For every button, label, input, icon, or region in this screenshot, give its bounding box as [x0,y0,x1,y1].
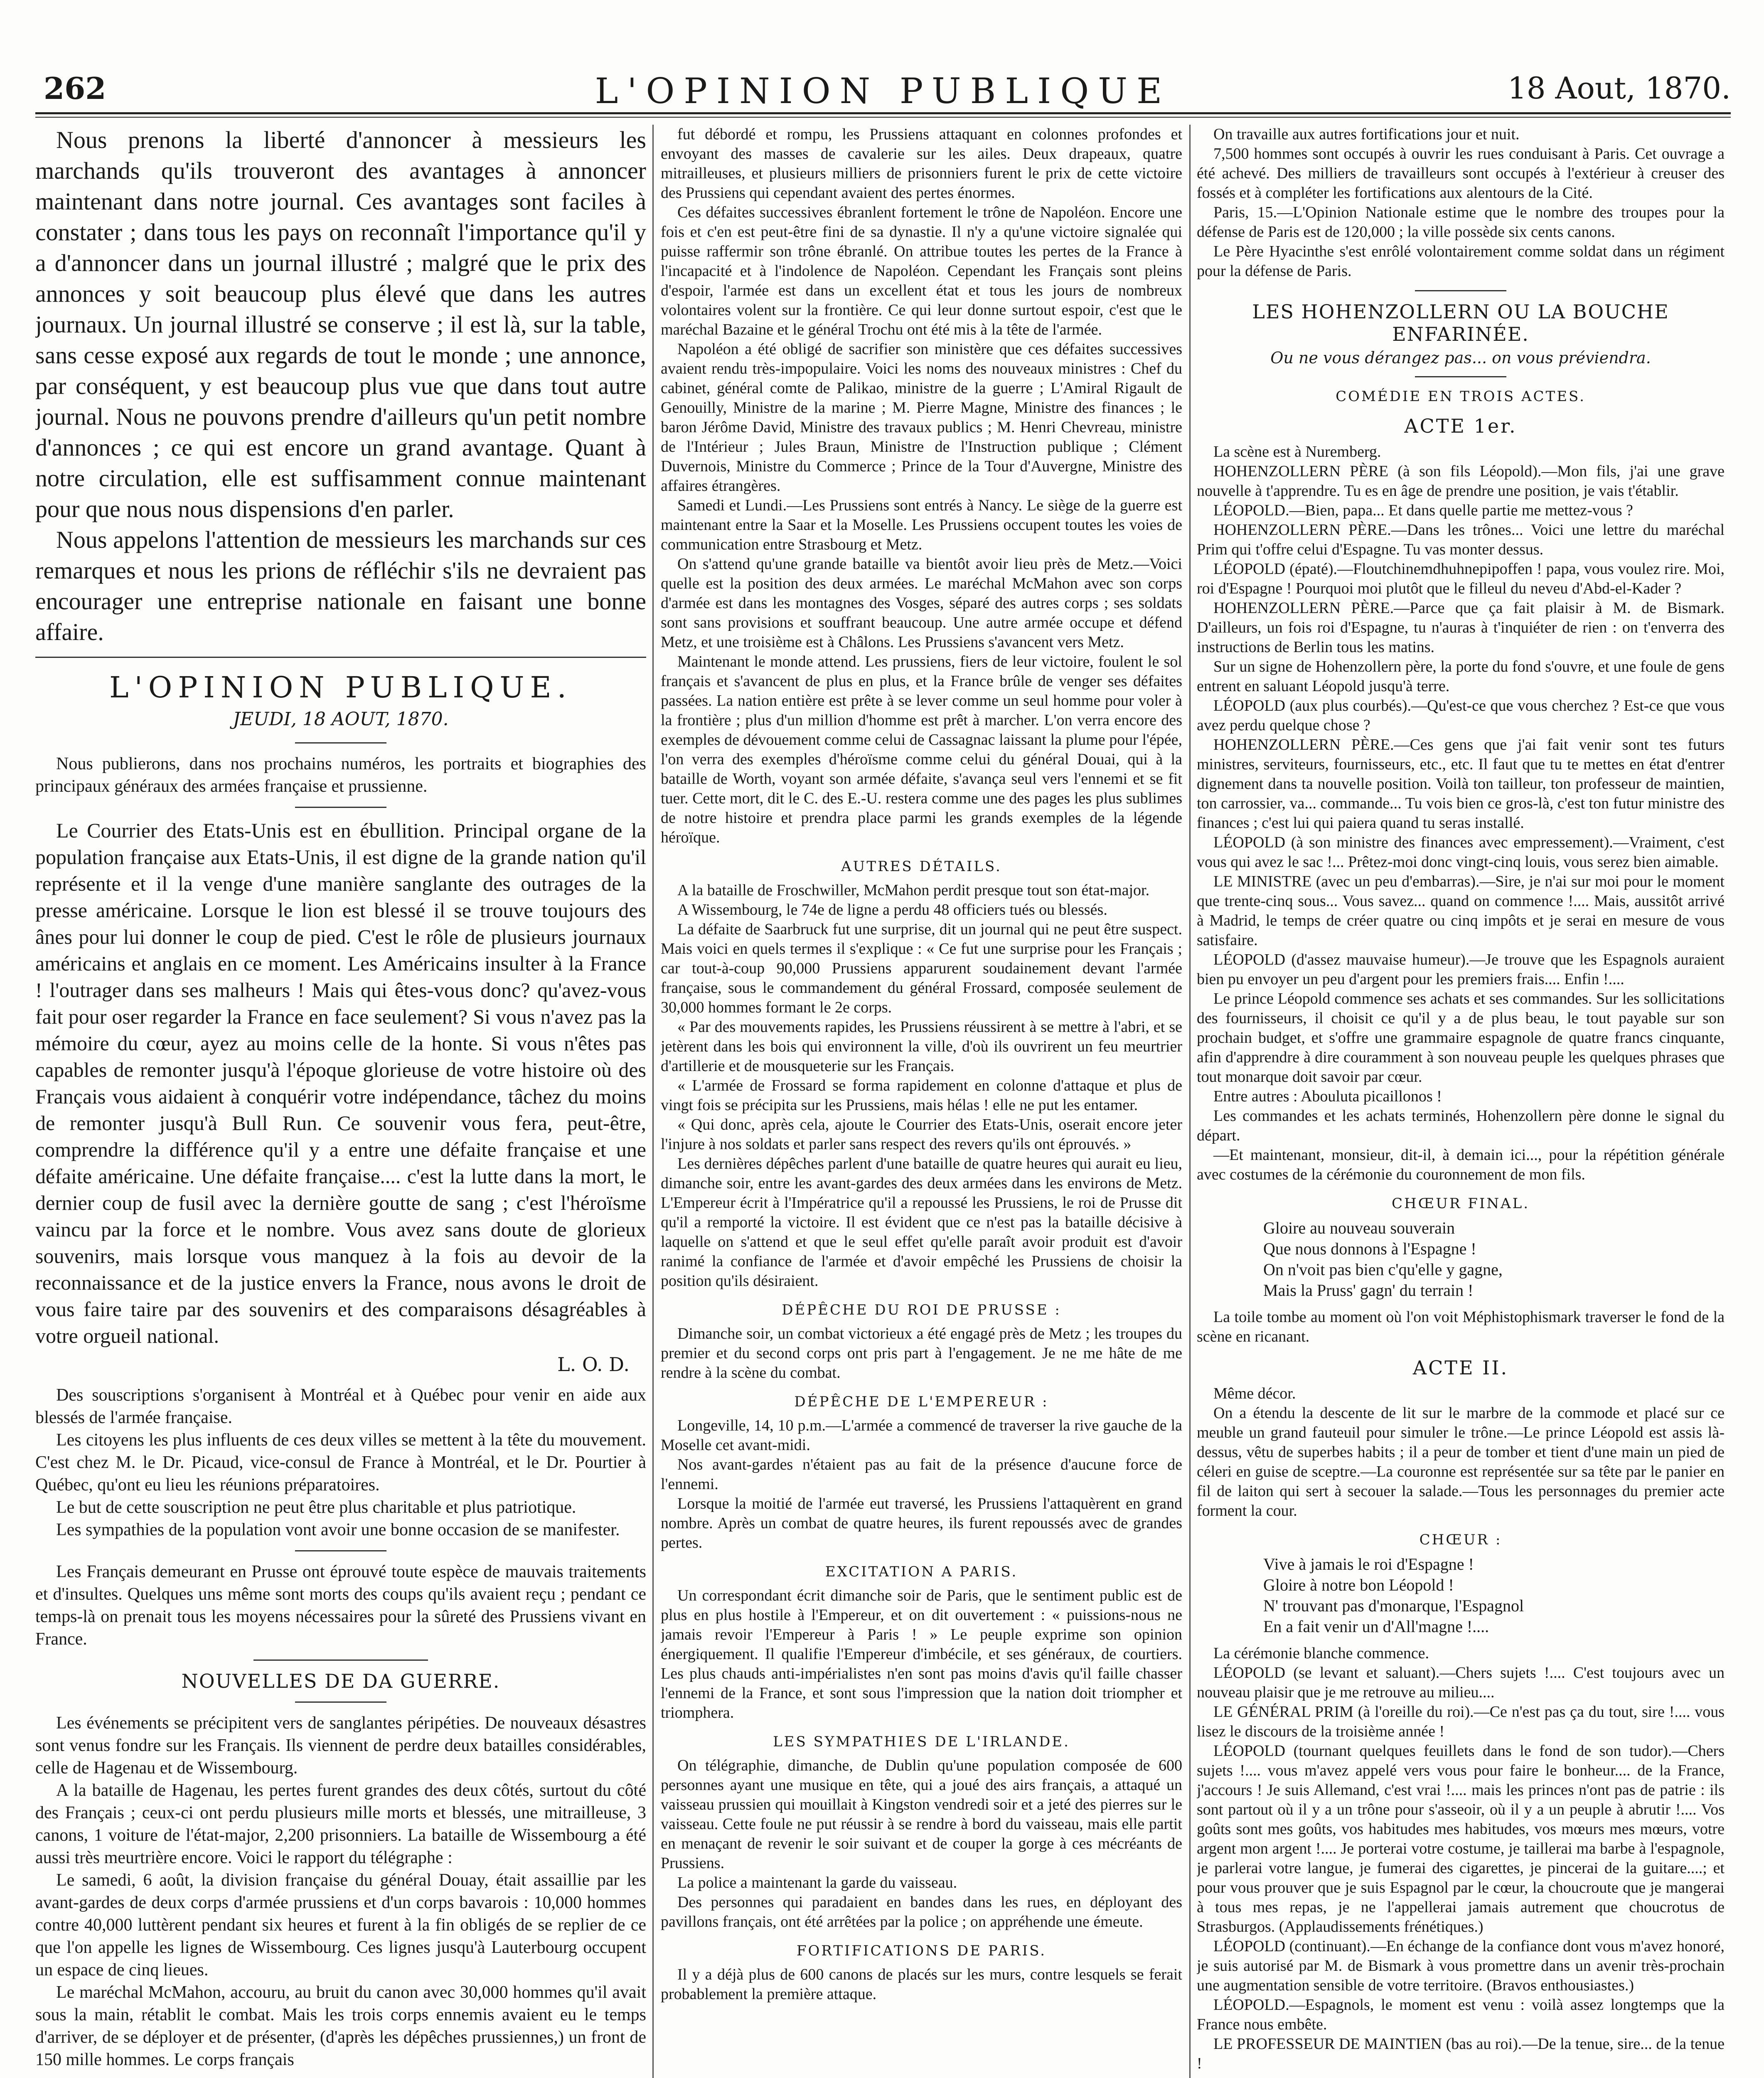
header-rule [35,112,1731,114]
details-title: AUTRES DÉTAILS. [841,858,1002,875]
play-line: LÉOPOLD (épaté).—Floutchinemdhuhnepipoffen ! papa, vous voulez rire. Moi, roi d'Espagne ! Pourquoi moi plutôt que le filleul du neveu d'Abd-el-Kader ? [1197,560,1725,597]
ireland-paragraph: Des personnes qui paradaient en bandes dans les rues, en déployant des pavillons français, ont été arrêtées par la police ; on appréhende une émeute. [661,1893,1182,1930]
war-paragraph: Le samedi, 6 août, la division française du général Douay, était assaillie par les avant-gardes de deux corps d'armée prussiens et d'un corps bavarois : 10,000 hommes contre 40,000 luttèrent pendant six heures et furent à la fin obligés de se replier de ce que l'on appelle les lignes de Wissembourg. Ces lignes jusqu'à Lauterbourg occupent un espace de cinq lieues. [35,1871,646,1980]
section-title: L'OPINION PUBLIQUE. [109,670,572,704]
verse-line: On n'voit pas bien c'qu'elle y gagne, [1263,1260,1503,1279]
fortifications-paragraph: Paris, 15.—L'Opinion Nationale estime que le nombre des troupes pour la défense de Paris est de 120,000 ; la ville possède six cents canons. [1197,204,1725,241]
play-line: LE PROFESSEUR DE MAINTIEN (bas au roi).—De la tenue, sire... de la tenue ! [1197,2035,1725,2072]
war-paragraph: Napoléon a été obligé de sacrifier son ministère que ces défaites successives avaient rendu très-impopulaire. Voici les noms des nouveaux ministres : Chef du cabinet, général comte de Palikao, ministre de la guerre ; L'Amiral Rigault de Genouilly, Ministre de la marine ; M. Pierre Magne, Ministre des finances ; le baron Jérôme David, Ministre des travaux publics ; M. Henri Chevreau, ministre de l'Intérieur ; Jules Braun, Ministre de l'Instruction publique ; Clément Duvernois, Ministre du Commerce ; Prince de la Tour d'Auvergne, Ministre des affaires étrangères. [661,340,1182,495]
local-news: Les citoyens les plus influents de ces deux villes se mettent à la tête du mouvement. C'est chez M. le Dr. Picaud, vice-consul de France à Montréal, et le Dr. Pourtier à Québec, qu'ont eu lieu les réunions préparatoires. [35,1430,646,1494]
play-line: HOHENZOLLERN PÈRE.—Parce que ça fait plaisir à M. de Bismark. D'ailleurs, un fois roi d'Espagne, tu n'auras à t'inquiéter de rien : on t'enverra des instructions de Berlin tous les matins. [1197,599,1725,656]
chorus-title: CHŒUR FINAL. [1391,1195,1530,1212]
verse-line: Gloire à notre bon Léopold ! [1263,1576,1454,1594]
stage-direction: La toile tombe au moment où l'on voit Méphistophismark traverser le fond de la scène en ricanant. [1197,1308,1725,1345]
details-paragraph: « Qui donc, après cela, ajoute le Courrier des Etats-Unis, oserait encore jeter l'injure à nos soldats et parler sans respect des revers qu'ils ont éprouvés. » [661,1116,1182,1153]
play-genre: COMÉDIE EN TROIS ACTES. [1336,388,1586,405]
divider [1415,376,1506,377]
column-1 [35,125,646,2078]
ireland-title: LES SYMPATHIES DE L'IRLANDE. [773,1733,1070,1750]
signature: L. O. D. [557,1353,630,1376]
notice-paragraph: Nous appelons l'attention de messieurs les marchands sur ces remarques et nous les prions de réfléchir s'ils ne devraient pas encourager une entreprise nationale en faisant une bonne affaire. [35,526,646,645]
play-line: HOHENZOLLERN PÈRE.—Ces gens que j'ai fait venir sont tes futurs ministres, serviteurs, fournisseurs, etc., etc. Il faut que tu te mettes en état d'entrer dignement dans ta nouvelle position. Voilà ton tailleur, ton professeur de maintien, ton carrossier, va... commande... Tu vois bien ce gros-là, c'est ton futur ministre des finances ; c'est lui qui paiera quand tu seras installé. [1197,736,1725,832]
verse-line: En a fait venir un d'All'magne !.... [1263,1617,1489,1636]
verse-line: Vive à jamais le roi d'Espagne ! [1263,1555,1474,1573]
verse-line: N' trouvant pas d'monarque, l'Espagnol [1263,1596,1524,1615]
emperor-dispatch: Lorsque la moitié de l'armée eut traversé, les Prussiens l'attaquèrent en grand nombre. Après un combat de quatre heures, ils furent repoussés avec de grandes pertes. [661,1495,1182,1551]
emperor-dispatch-title: DÉPÊCHE DE L'EMPEREUR : [794,1394,1049,1410]
play-line: Les commandes et les achats terminés, Hohenzollern père donne le signal du départ. [1197,1107,1725,1144]
column-divider [652,125,654,2078]
divider [295,807,386,808]
play-line: LÉOPOLD (aux plus courbés).—Qu'est-ce que vous cherchez ? Est-ce que vous avez perdu quelque chose ? [1197,697,1725,734]
play-line: Sur un signe de Hohenzollern père, la porte du fond s'ouvre, et une foule de gens entrent en saluant Léopold jusqu'à terre. [1197,658,1725,695]
chorus-verse [1263,1554,1725,1637]
details-paragraph: A Wissembourg, le 74e de ligne a perdu 48 officiers tués ou blessés. [677,901,1107,918]
war-paragraph: fut débordé et rompu, les Prussiens attaquant en colonnes profondes et envoyant des masses de cavalerie sur les ailes. Deux drapeaux, quatre mitrailleuses, et plusieurs milliers de prisonniers furent le prix de cette victoire des Prussiens qui cependant avaient des pertes énormes. [661,126,1182,202]
play-title: LES HOHENZOLLERN OU LA BOUCHE ENFARINÉE. [1252,300,1669,345]
play-line: HOHENZOLLERN PÈRE (à son fils Léopold).—Mon fils, j'ai une grave nouvelle à t'apprendre. Tu es en âge de prendre une position, je vais t'établir. [1197,463,1725,500]
war-paragraph: Samedi et Lundi.—Les Prussiens sont entrés à Nancy. Le siège de la guerre est maintenant entre la Saar et la Moselle. Les Prussiens occupent toutes les voies de communication entre Strasbourg et Metz. [661,497,1182,553]
play-line: LE MINISTRE (avec un peu d'embarras).—Sire, je n'ai sur moi pour le moment que trente-cinq sous... Vous savez... quand on commence !.... Mais, aussitôt arrivé à Madrid, le temps de créer quatre ou cinq impôts et je serai en mesure de vous satisfaire. [1197,873,1725,949]
play-line: LÉOPOLD.—Espagnols, le moment est venu : voilà assez longtemps que la France nous embête. [1197,1996,1725,2033]
fortifications-paragraph: Il y a déjà plus de 600 canons de placés sur les murs, contre lesquels se ferait probablement la première attaque. [661,1966,1182,2003]
war-paragraph: On s'attend qu'une grande bataille va bientôt avoir lieu près de Metz.—Voici quelle est la position des deux armées. Le maréchal McMahon avec son corps d'armée est dans les montagnes des Vosges, séparé des autres corps ; ses soldats sont sans provisions et souffrant beaucoup. Une autre armée occupe et défend Metz, et une troisième est à Châlons. Les Prussiens s'avancent vers Metz. [661,555,1182,651]
war-paragraph: Maintenant le monde attend. Les prussiens, fiers de leur victoire, foulent le sol français et s'avancent de plus en plus, et la France brûle de venger ses défaites passées. La nation entière est prête à se lever comme un seul homme pour voler à la frontière ; plus d'un million d'homme est prêt à marcher. L'on verra encore des exemples de dévouement comme celui de Cassagnac laissant la plume pour l'épée, l'on verra des exemples d'héroïsme comme celui du général Douai, qui à la bataille de Worth, voyant son armée défaite, s'avança seul vers l'ennemi et se fit tuer. Cette mort, dit le C. des E.-U. restera comme une des pages les plus sublimes de notre histoire et prendra place parmi les grands exemples de la légende héroïque. [661,653,1182,846]
verse-line: Gloire au nouveau souverain [1263,1219,1455,1237]
editorial: Le Courrier des Etats-Unis est en ébullition. Principal organe de la population française aux Etats-Unis, il est digne de la grande nation qu'il représente et il la venge d'une manière sanglante des outrages de la presse américaine. Lorsque le lion est blessé il se trouve toujours des ânes pour lui donner le coup de pied. C'est le rôle de plusieurs journaux américains et anglais en ce moment. Les Américains insulter à la France ! l'outrager dans ses malheurs ! Mais qui êtes-vous donc? qu'avez-vous fait pour oser regarder la France en face seulement? Si vous n'avez pas la mémoire du cœur, ayez au moins celle de la honte. Si vous n'êtes pas capables de remonter jusqu'à l'époque glorieuse de votre histoire où des Français vous aidaient à conquérir votre indépendance, tâchez du moins de remonter jusqu'à Bull Run. Ce souvenir vous fera, peut-être, comprendre la différence qu'il y a entre une défaite française et une défaite américaine. Une défaite française.... c'est la lutte dans la mort, le dernier coup de fusil avec la dernière goutte de sang ; c'est l'héroïsme vaincu par la force et le nombre. Vous avez sans doute de glorieux souvenirs, mais lorsque vous manquez à la fois au devoir de la reconnaissance et de la justice envers la France, nous avons le droit de vous faire taire par des souvenirs et des comparaisons désagréables à votre orgueil national. [35,819,646,1347]
prussia-news: Les Français demeurant en Prusse ont éprouvé toute espèce de mauvais traitements et d'insultes. Quelques uns même sont morts des coups qu'ils avaient reçu ; pendant ce temps-là on prenait tous les moyens nécessaires pour la sûreté des Prussiens vivant en France. [35,1562,646,1649]
local-news: Les sympathies de la population vont avoir une bonne occasion de se manifester. [56,1520,620,1539]
header-rule-thin [35,117,1731,118]
fortifications-paragraph: Le Père Hyacinthe s'est enrôlé volontairement comme soldat dans un régiment pour la défense de Paris. [1197,243,1725,280]
page-number: 262 [44,71,106,106]
column-divider [1189,125,1191,2078]
play-line: LE GÉNÉRAL PRIM (à l'oreille du roi).—Ce n'est pas ça du tout, sire !.... vous lisez le discours de la troisième année ! [1197,1703,1725,1740]
act-title: ACTE 1er. [1404,415,1517,437]
paris-title: EXCITATION A PARIS. [825,1563,1018,1580]
divider [1415,290,1506,291]
paris-paragraph: Un correspondant écrit dimanche soir de Paris, que le sentiment public est de plus en plus hostile à l'Empereur, et on dit ouvertement : « puissions-nous ne jamais revoir l'Empereur à Paris ! » Le peuple exprime son opinion énergiquement. Il qualifie l'Empereur d'imbécile, et ses généraux, de courtiers. Les plus chauds anti-impérialistes n'en sont pas moins d'avis qu'il faille chasser l'ennemi de la France, et sont sous l'impression que la nation doit triompher et triomphera. [661,1587,1182,1721]
fortifications-paragraph: On travaille aux autres fortifications jour et nuit. [1213,126,1520,143]
details-paragraph: « Par des mouvements rapides, les Prussiens réussirent à se mettre à l'abri, et se jetèrent dans les bois qui environnent la ville, d'où ils ouvrirent un feu meurtrier d'artillerie et de mousqueterie sur les Français. [661,1018,1182,1075]
war-paragraph: Les événements se précipitent vers de sanglantes péripéties. De nouveaux désastres sont venus fondre sur les Français. Ils viennent de perdre deux batailles considérables, celle de Hagenau et de Wissembourg. [35,1714,646,1778]
ireland-paragraph: On télégraphie, dimanche, de Dublin qu'une population composée de 600 personnes ayant une musique en tête, qui a joué des airs français, a attaqué un vaisseau prussien qui mouillait à Kingston vendredi soir et a jeté des pierres sur le vaisseau. Cette foule ne put réussir à se rendre à bord du vaisseau, mais elle partit en menaçant de revenir le soir suivant et de couper la gorge à ces mécréants de Prussiens. [661,1757,1182,1872]
chorus-verse [1263,1218,1725,1301]
play-line: Le prince Léopold commence ses achats et ses commandes. Sur les sollicitations des fournisseurs, il choisit ce qu'il y a de plus beau, le tout payable sur son prochain budget, et s'offre une grammaire espagnole de quatre francs cinquante, afin d'apprendre à dire couramment à son nouveau peuple les quelques phrases que tout monarque doit savoir par cœur. [1197,990,1725,1086]
divider [35,657,646,658]
details-paragraph: La défaite de Saarbruck fut une surprise, dit un journal qui ne peut être suspect. Mais voici en quels termes il s'explique : « Ce fut une surprise pour les Français ; car tout-à-coup 90,000 Prussiens apparurent soudainement devant l'armée française, sous le commandement du général Frossard, composée seulement de 30,000 hommes formant le 2e corps. [661,921,1182,1016]
details-paragraph: « L'armée de Frossard se forma rapidement en colonne d'attaque et plus de vingt fois se précipita sur les Prussiens, mais hélas ! elle ne put les entamer. [661,1077,1182,1114]
chorus-title: CHŒUR : [1419,1531,1502,1548]
page-header [35,71,1731,116]
local-news: Des souscriptions s'organisent à Montréal et à Québec pour venir en aide aux blessés de l'armée française. [35,1386,646,1427]
play-line: Entre autres : Abouluta picaillonos ! [1213,1088,1442,1105]
ireland-paragraph: La police a maintenant la garde du vaisseau. [677,1874,957,1891]
issue-date: 18 Aout, 1870. [1507,71,1731,106]
verse-line: Que nous donnons à l'Espagne ! [1263,1239,1476,1258]
play-line: LÉOPOLD.—Bien, papa... Et dans quelle partie me mettez-vous ? [1213,502,1633,519]
play-line: LÉOPOLD (continuant).—En échange de la confiance dont vous m'avez honoré, je suis autorisé par M. de Bismark à vous promettre dans un avenir très-prochain une augmentation sensible de votre territoire. (Bravos enthousiastes.) [1197,1938,1725,1994]
emperor-dispatch: Nos avant-gardes n'étaient pas au fait de la présence d'aucune force de l'ennemi. [661,1456,1182,1493]
war-paragraph: Ces défaites successives ébranlent fortement le trône de Napoléon. Encore une fois et c'en est peut-être fini de sa dynastie. Il n'y a qu'une victoire signalée qui puisse raffermir son trône ébranlé. On attribue toutes les pertes de la France à l'incapacité et à l'indolence de Napoléon. Cependant les Français sont pleins d'espoir, l'armée est dans un excellent état et tous les jours de nombreux volontaires volent sur la frontière. Ce qui leur donne surtout espoir, c'est que le maréchal Bazaine et le général Trochu ont été mis à la tête de l'armée. [661,204,1182,338]
play-line: LÉOPOLD (à son ministre des finances avec empressement).—Vraiment, c'est vous qui avez le sac !... Prêtez-moi donc vingt-cinq louis, vous serez bien aimable. [1197,834,1725,871]
masthead: L'OPINION PUBLIQUE [595,71,1171,111]
notice-paragraph: Nous prenons la liberté d'annoncer à messieurs les marchands qu'ils trouveront des avantages à annoncer maintenant dans notre journal. Ces avantages sont faciles à constater ; dans tous les pays on reconnaît l'importance qu'il y a d'annoncer dans un journal illustré ; malgré que le prix des annonces y soit beaucoup plus élevé que dans les autres journaux. Un journal illustré se conserve ; il est là, sur la table, sans cesse exposé aux regards de tout le monde ; une annonce, par conséquent, y est beaucoup plus vue que dans tout autre journal. Nous ne pouvons prendre d'ailleurs qu'un petit nombre d'annonces ; ce qui est encore un grand avantage. Quant à notre circulation, elle est suffisamment connue maintenant pour que nous nous dispensions d'en parler. [35,126,646,522]
divider [295,742,386,744]
divider [295,1550,386,1551]
announcement: Nous publierons, dans nos prochains numéros, les portraits et biographies des principaux généraux des armées française et prussienne. [35,754,646,796]
emperor-dispatch: Longeville, 14, 10 p.m.—L'armée a commencé de traverser la rive gauche de la Moselle cet avant-midi. [661,1417,1182,1454]
king-dispatch: Dimanche soir, un combat victorieux a été engagé près de Metz ; les troupes du premier et du second corps ont pris part à l'engagement. Je ne me hâte de me rendre à la scène du combat. [661,1325,1182,1381]
war-paragraph: A la bataille de Hagenau, les pertes furent grandes des deux côtés, surtout du côté des Français ; ceux-ci ont perdu plusieurs mille morts et blessés, une mitrailleuse, 3 canons, 1 voiture de l'état-major, 2,200 prisonniers. La bataille de Wissembourg a été aussi très meurtrière encore. Voici le rapport du télégraphe : [35,1781,646,1867]
play-line: La scène est à Nuremberg. [1213,443,1381,460]
column-2 [661,125,1182,2078]
column-3 [1197,125,1725,2078]
details-paragraph: Les dernières dépêches parlent d'une bataille de quatre heures qui aurait eu lieu, dimanche soir, entre les avant-gardes des deux armées dans les environs de Metz. L'Empereur écrit à l'Impératrice qu'il a repoussé les Prussiens, le roi de Prusse dit qu'il a remporté la victoire. Il est évident que ce n'est pas la bataille décisive à laquelle on s'attend et que le seul effet qu'elle paraît avoir produit est d'avoir ranimé la confiance de l'armée et d'avoir empêché les Prussiens de choisir la position qu'ils désiraient. [661,1155,1182,1290]
play-line: HOHENZOLLERN PÈRE.—Dans les trônes... Voici une lettre du maréchal Prim qui t'offre celui d'Espagne. Tu vas monter dessus. [1197,521,1725,558]
war-news-title: NOUVELLES DE DA GUERRE. [181,1670,500,1692]
play-line: On a étendu la descente de lit sur le marbre de la commode et placé sur ce meuble un grand fauteuil pour simuler le trône.—Le prince Léopold est assis là-dessus, vêtu de superbes habits ; il a peur de tomber et tient d'une main un pied de céleri en guise de sceptre.—La couronne est représentée sur sa tête par le panier en fil de laiton qui sert à secouer la salade.—Tous les personnages du premier acte forment la cour. [1197,1404,1725,1519]
fortifications-title: FORTIFICATIONS DE PARIS. [796,1943,1047,1959]
act-title: ACTE II. [1412,1357,1509,1379]
details-paragraph: A la bataille de Froschwiller, McMahon perdit presque tout son état-major. [677,881,1150,899]
play-line: Même décor. [1213,1385,1296,1402]
play-line: LÉOPOLD (se levant et saluant).—Chers sujets !.... C'est toujours avec un nouveau plaisir que je me retrouve au milieu.... [1197,1664,1725,1701]
war-paragraph: Le maréchal McMahon, accouru, au bruit du canon avec 30,000 hommes qu'il avait sous la main, rétablit le combat. Mais les trois corps ennemis avaient eu le temps d'arriver, de se déployer et de présenter, (d'après les dépêches prussiennes,) un front de 150 mille hommes. Le corps français [35,1983,646,2069]
king-dispatch-title: DÉPÊCHE DU ROI DE PRUSSE : [782,1302,1061,1318]
play-line: La cérémonie blanche commence. [1213,1645,1429,1662]
verse-line: Mais la Pruss' gagn' du terrain ! [1263,1281,1474,1300]
fortifications-paragraph: 7,500 hommes sont occupés à ouvrir les rues conduisant à Paris. Cet ouvrage a été achevé. Des milliers de travailleurs sont occupés à l'extérieur à creuser des fossés et à compléter les fortifications aux alentours de la Cité. [1197,145,1725,202]
dateline: JEUDI, 18 AOUT, 1870. [233,709,449,730]
play-line: —Et maintenant, monsieur, dit-il, à demain ici..., pour la répétition générale avec costumes de la cérémonie du couronnement de mon fils. [1197,1146,1725,1183]
play-tagline: Ou ne vous dérangez pas... on vous préviendra. [1270,349,1651,367]
divider [295,1701,386,1703]
divider [253,1659,428,1661]
play-line: LÉOPOLD (d'assez mauvaise humeur).—Je trouve que les Espagnols auraient bien pu envoyer un peu d'argent pour les premiers frais.... Enfin !.... [1197,951,1725,988]
play-line: LÉOPOLD (tournant quelques feuillets dans le fond de son tudor).—Chers sujets !.... vous m'avez appelé vers vous pour faire le bonheur.... de la France, j'accours ! Je suis Allemand, c'est vrai !.... mais les princes n'ont pas de patrie : ils sont partout où il y a un trône pour s'asseoir, où il y a un peuple à abrutir !.... Vos goûts sont mes goûts, vos habitudes mes habitudes, vos mœurs mes mœurs, votre argent mon argent !.... Je porterai votre costume, je taillerai ma barbe à l'espagnole, je parlerai votre langue, je fumerai des cigarettes, je pincerai de la guitare....; et pour vous prouver que je suis Espagnol par le cœur, la choucroute que je mangerai à tous mes repas, je ne l'appellerai jamais autrement que choucrotus de Strasburgos. (Applaudissements frénétiques.) [1197,1742,1725,1935]
local-news: Le but de cette souscription ne peut être plus charitable et plus patriotique. [56,1498,576,1517]
